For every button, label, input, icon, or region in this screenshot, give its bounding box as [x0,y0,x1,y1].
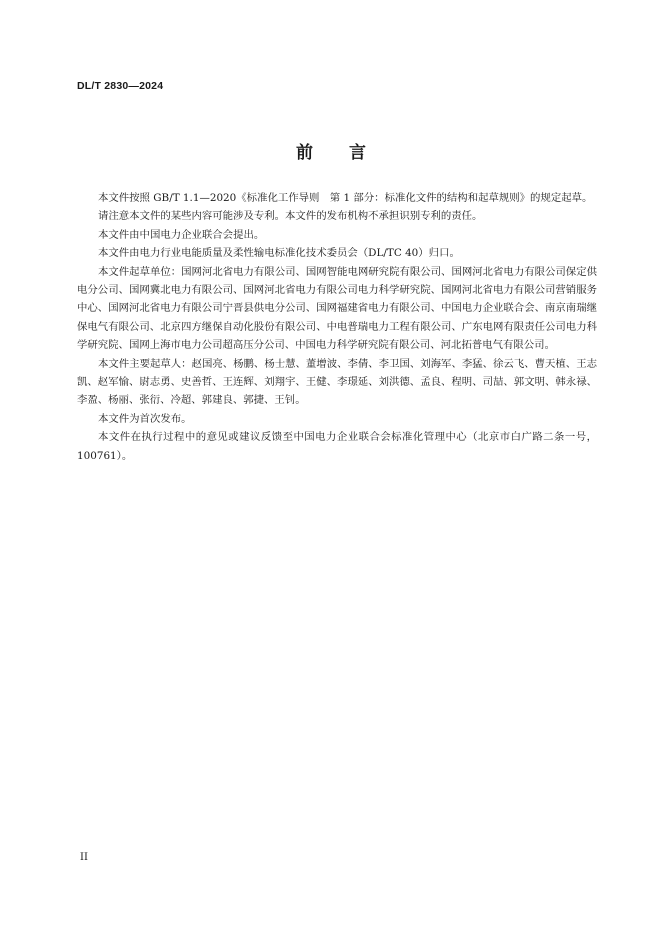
paragraph-patent-notice: 请注意本文件的某些内容可能涉及专利。本文件的发布机构不承担识别专利的责任。 [98,210,483,223]
foreword-body [77,189,597,465]
page-number: II [80,852,88,863]
page-title-char-2: 言 [349,143,366,163]
paragraph-drafters: 本文件主要起草人：赵国亮、杨鹏、杨士慧、董增波、李倩、李卫国、刘海军、李猛、徐云飞、曹天植、王志凯、赵军愉、尉志勇、史善哲、王连辉、刘翔宇、王健、李璟延、刘洪德、孟良、程明、司喆、郭文明、韩永禄、李盈、杨丽、张衍、冷超、郭建良、郭捷、王钊。 [77,357,597,407]
page-title-char-1: 前 [296,143,313,163]
paragraph-drafting-organizations: 本文件起草单位：国网河北省电力有限公司、国网智能电网研究院有限公司、国网河北省电力有限公司保定供电分公司、国网冀北电力有限公司、国网河北省电力有限公司电力科学研究院、国网河北省电力有限公司营销服务中心、国网河北省电力有限公司宁晋县供电分公司、国网福建省电力有限公司、中国电力企业联合会、南京南瑞继保电气有限公司、北京四方继保自动化股份有限公司、中电普瑞电力工程有限公司、广东电网有限责任公司电力科学研究院、国网上海市电力公司超高压分公司、中国电力科学研究院有限公司、河北拓普电气有限公司。 [77,265,597,352]
paragraph-feedback: 本文件在执行过程中的意见或建议反馈至中国电力企业联合会标准化管理中心（北京市白广路二条一号，100761）。 [77,431,597,462]
page-title [0,138,662,163]
paragraph-first-release: 本文件为首次发布。 [98,412,192,425]
paragraph-drafting-basis: 本文件按照 GB/T 1.1—2020《标准化工作导则 第 1 部分：标准化文件的结构和起草规则》的规定起草。 [98,192,593,204]
paragraph-proposer: 本文件由中国电力企业联合会提出。 [98,228,265,241]
paragraph-technical-committee: 本文件由电力行业电能质量及柔性输电标准化技术委员会（DL/TC 40）归口。 [98,247,460,260]
document-code: DL/T 2830—2024 [77,80,164,92]
